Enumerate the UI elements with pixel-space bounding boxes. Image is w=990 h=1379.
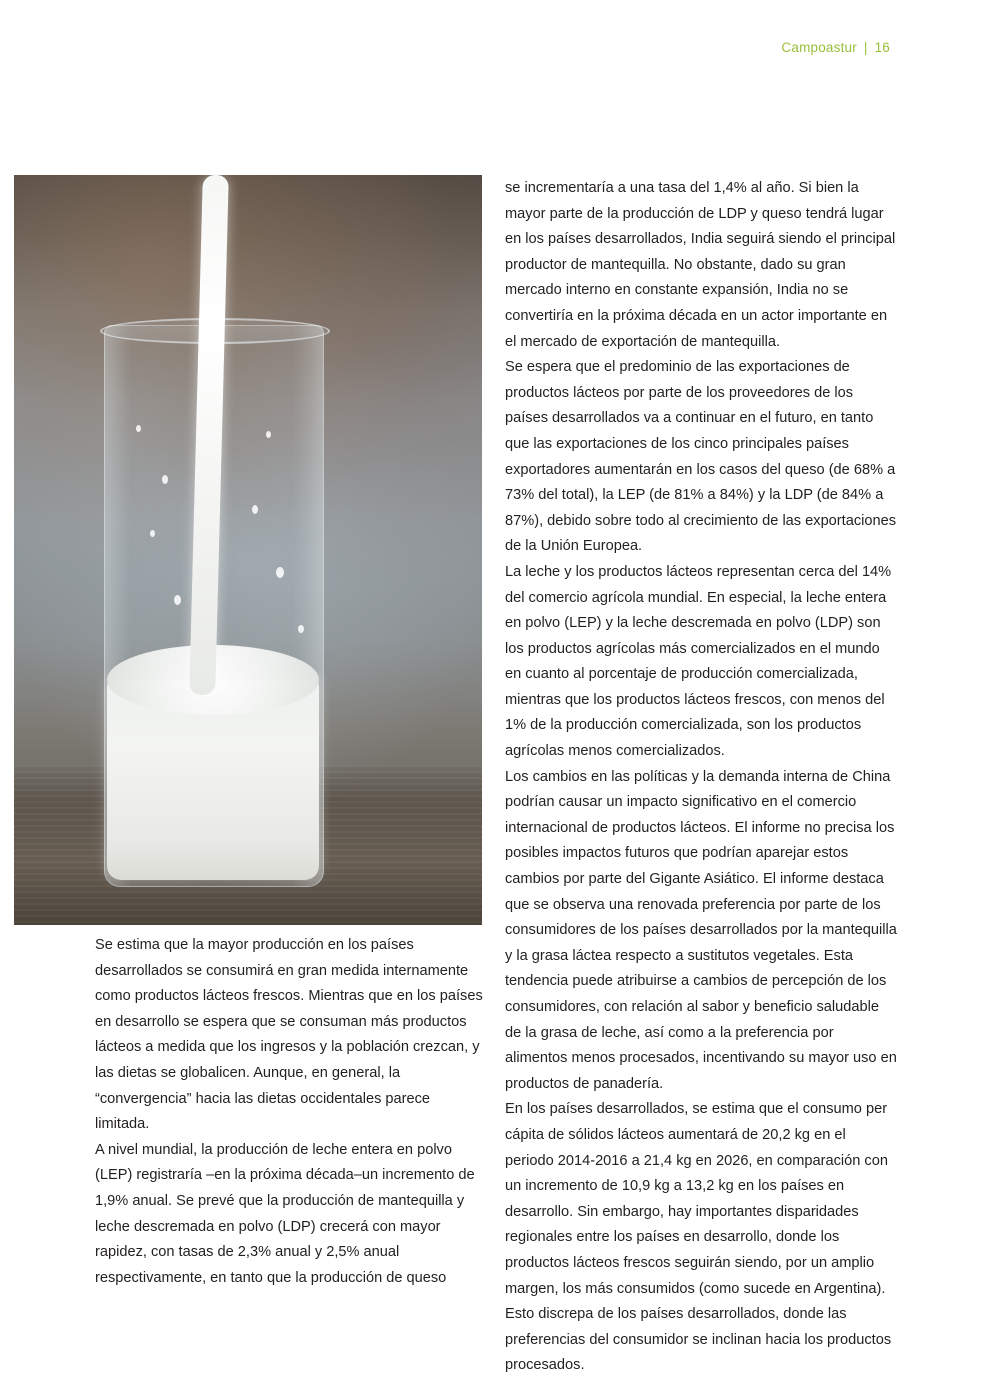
- milk-pouring-into-glass-photo: [14, 175, 482, 925]
- paragraph: Se espera que el predominio de las exportaciones de productos lácteos por parte de los proveedores de los países desarrollados va a continuar en el futuro, en tanto que las exportaciones de los cinco principales países exportadores aumentarán en los casos del queso (de 68% a 73% del total), la LEP (de 81% a 84%) y la LDP (de 84% a 87%), debido sobre todo al crecimiento de las exportaciones de la Unión Europea.: [505, 359, 897, 555]
- milk-droplet: [252, 505, 258, 514]
- right-text-column: [505, 176, 897, 1379]
- paragraph: A nivel mundial, la producción de leche entera en polvo (LEP) registraría –en la próxima década–un incremento de 1,9% anual. Se prevé que la producción de mantequilla y leche descremada en polvo (LDP) crecerá con mayor rapidez, con tasas de 2,3% anual y 2,5% anual respectivamente, en tanto que la producción de queso: [95, 1141, 475, 1286]
- header-brand: Campoastur: [781, 40, 857, 55]
- milk-droplet: [266, 431, 271, 438]
- paragraph: La leche y los productos lácteos representan cerca del 14% del comercio agrícola mundial. En especial, la leche entera en polvo (LEP) y la leche descremada en polvo (LDP) son los productos agrícolas más comercializados en el mundo en cuanto al porcentaje de producción comercializada, mientras que los productos lácteos frescos, con menos del 1% de la producción comercializada, son los productos agrícolas menos comercializados.: [505, 563, 892, 760]
- milk-droplet: [174, 595, 181, 605]
- milk-droplet: [150, 530, 155, 537]
- header-separator: |: [863, 40, 868, 55]
- left-text-column: [95, 933, 487, 1291]
- page-number: 16: [874, 40, 890, 55]
- milk-droplet: [162, 475, 168, 484]
- paragraph: Se estima que la mayor producción en los países desarrollados se consumirá en gran medida internamente como productos lácteos frescos. Mientras que en los países en desarrollo se espera que se consuman más productos lácteos a medida que los ingresos y la población crezcan, y las dietas se globalicen. Aunque, en general, la “convergencia” hacia las dietas occidentales parece limitada.: [95, 937, 483, 1133]
- paragraph: se incrementaría a una tasa del 1,4% al año. Si bien la mayor parte de la producción de LDP y queso tendrá lugar en los países desarrollados, India seguirá siendo el principal productor de mantequilla. No obstante, dado su gran mercado interno en constante expansión, India no se convertiría en la próxima década en un actor importante en el mercado de exportación de mantequilla.: [505, 180, 896, 350]
- milk-droplet: [136, 425, 141, 432]
- paragraph: En los países desarrollados, se estima que el consumo per cápita de sólidos lácteos aumentará de 20,2 kg en el periodo 2014-2016 a 21,4 kg en 2026, en comparación con un incremento de 10,9 kg a 13,2 kg en los países en desarrollo. Sin embargo, hay importantes disparidades regionales entre los países en desarrollo, donde los productos lácteos frescos seguirán siendo, por un amplio margen, los más consumidos (como sucede en Argentina). Esto discrepa de los países desarrollados, donde las preferencias del consumidor se inclinan hacia los productos procesados.: [505, 1101, 892, 1374]
- milk-droplet: [298, 625, 304, 633]
- page-header: [781, 40, 890, 55]
- milk-droplet: [276, 567, 284, 578]
- paragraph: Los cambios en las políticas y la demanda interna de China podrían causar un impacto significativo en el comercio internacional de productos lácteos. El informe no precisa los posibles impactos futuros que podrían aparejar estos cambios por parte del Gigante Asiático. El informe destaca que se observa una renovada preferencia por parte de los consumidores de los países desarrollados por la mantequilla y la grasa láctea respecto a sustitutos vegetales. Esta tendencia puede atribuirse a cambios de percepción de los consumidores, con relación al sabor y beneficio saludable de la grasa de leche, así como a la preferencia por alimentos menos procesados, incentivando su mayor uso en productos de panadería.: [505, 768, 897, 1092]
